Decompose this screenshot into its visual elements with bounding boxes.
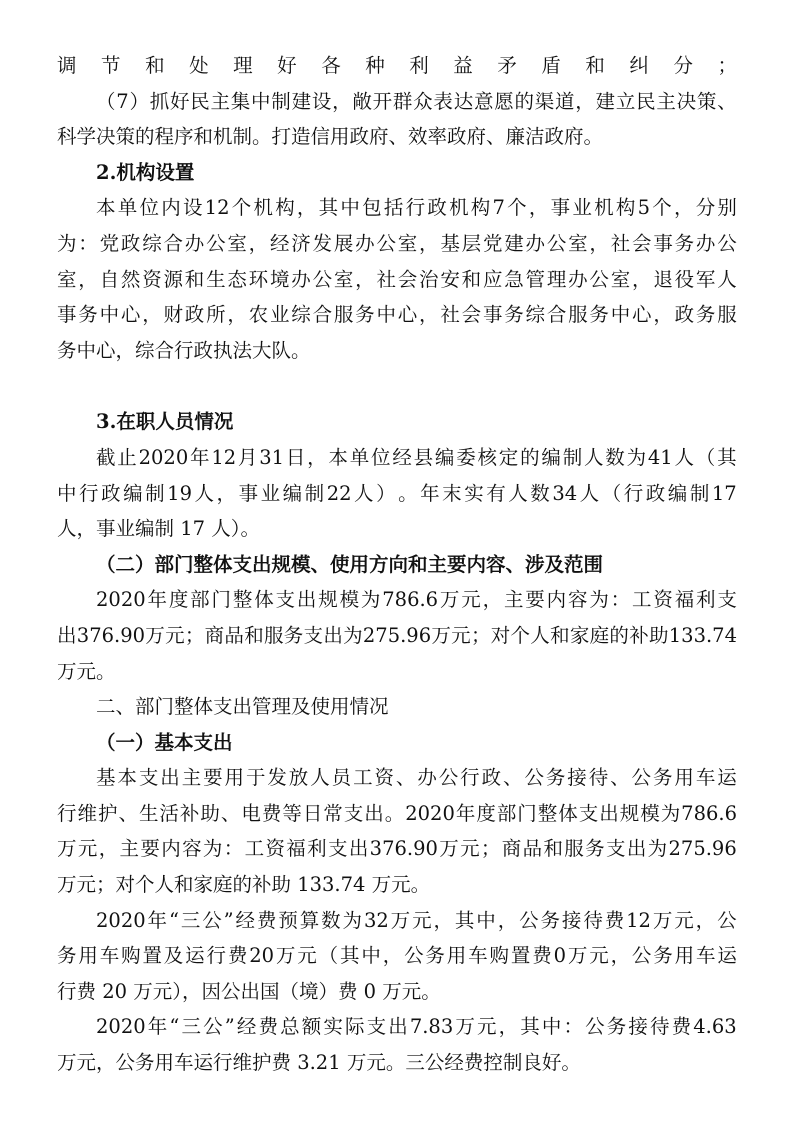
text-line: 为 ： 党 政 综 合 办 公 室 ， 经 济 发 展 办 公 室 ， 基 层 党 建 办 公 室 ， 社 会 事 务 办 公: [57, 231, 737, 255]
section-heading-org: 2.机构设置: [96, 160, 195, 184]
section-heading-scale: （二）部门整体支出规模、使用方向和主要内容、涉及范围: [96, 552, 604, 576]
text-line: 万元。: [57, 659, 116, 683]
text-line: 人，事业编制 17 人）。: [57, 517, 260, 541]
text-line: 2020 年 “ 三 公 ” 经 费 总 额 实 际 支 出 7.83 万 元 ， 其 中 ： 公 务 接 待 费 4.63: [96, 1015, 737, 1039]
text-line: 科学决策的程序和机制。打造信用政府、效率政府、廉洁政府。: [57, 125, 604, 149]
text-line: 本 单 位 内 设 12 个 机 构 ， 其 中 包 括 行 政 机 构 7 个 ， 事 业 机 构 5 个 ， 分 别: [96, 196, 737, 220]
text-line: 出 376.90 万 元 ； 商 品 和 服 务 支 出 为 275.96 万 元 ； 对 个 人 和 家 庭 的 补 助 133.74: [57, 623, 737, 647]
paragraph-gap: [57, 368, 737, 404]
text-line: 行费 20 万元），因公出国（境）费 0 万元。: [57, 979, 441, 1003]
text-line: 基 本 支 出 主 要 用 于 发 放 人 员 工 资 、 办 公 行 政 、 公 务 接 待 、 公 务 用 车 运: [96, 766, 737, 790]
text-line: 务中心，综合行政执法大队。: [57, 338, 311, 362]
section-heading-staff: 3.在职人员情况: [96, 410, 234, 434]
text-line: 2020 年 “ 三 公 ” 经 费 预 算 数 为 32 万 元 ， 其 中 ， 公 务 接 待 费 12 万 元 ， 公: [96, 908, 737, 932]
text-line: 万 元 ， 主 要 内 容 为 ： 工 资 福 利 支 出 376.90 万 元 ； 商 品 和 服 务 支 出 为 275.96: [57, 837, 737, 861]
text-line: 万元，公务用车运行维护费 3.21 万元。三公经费控制良好。: [57, 1051, 581, 1075]
text-line: 事 务 中 心 ， 财 政 所 ， 农 业 综 合 服 务 中 心 ， 社 会 事 务 综 合 服 务 中 心 ， 政 务 服: [57, 303, 737, 327]
text-line: 调 节 和 处 理 好 各 种 利 益 矛 盾 和 纠 分 ；: [57, 54, 737, 77]
text-line: 行 维 护 、 生 活 补 助 、 电 费 等 日 常 支 出 。 2020 年 度 部 门 整 体 支 出 规 模 为 786.6: [57, 801, 737, 825]
text-line: 截 止 2020 年 12 月 31 日 ， 本 单 位 经 县 编 委 核 定 的 编 制 人 数 为 41 人 （ 其: [96, 445, 737, 469]
text-line: 室 ， 自 然 资 源 和 生 态 环 境 办 公 室 ， 社 会 治 安 和 应 急 管 理 办 公 室 ， 退 役 军 人: [57, 267, 737, 291]
text-line: （ 7 ） 抓 好 民 主 集 中 制 建 设 ， 敞 开 群 众 表 达 意 愿 的 渠 道 ， 建 立 民 主 决 策 、: [96, 89, 737, 113]
text-line: 中 行 政 编 制 19 人 ， 事 业 编 制 22 人 ） 。 年 末 实 有 人 数 34 人 （ 行 政 编 制 17: [57, 481, 737, 505]
document-page: [57, 48, 737, 1081]
section-heading-mgmt: 二、部门整体支出管理及使用情况: [96, 695, 389, 719]
text-line: 2020 年 度 部 门 整 体 支 出 规 模 为 786.6 万 元 ， 主 要 内 容 为 ： 工 资 福 利 支: [96, 588, 737, 612]
section-heading-basic: （一）基本支出: [96, 730, 233, 754]
text-line: 万元；对个人和家庭的补助 133.74 万元。: [57, 873, 431, 897]
text-line: 务 用 车 购 置 及 运 行 费 20 万 元 （ 其 中 ， 公 务 用 车 购 置 费 0 万 元 ， 公 务 用 车 运: [57, 944, 737, 968]
